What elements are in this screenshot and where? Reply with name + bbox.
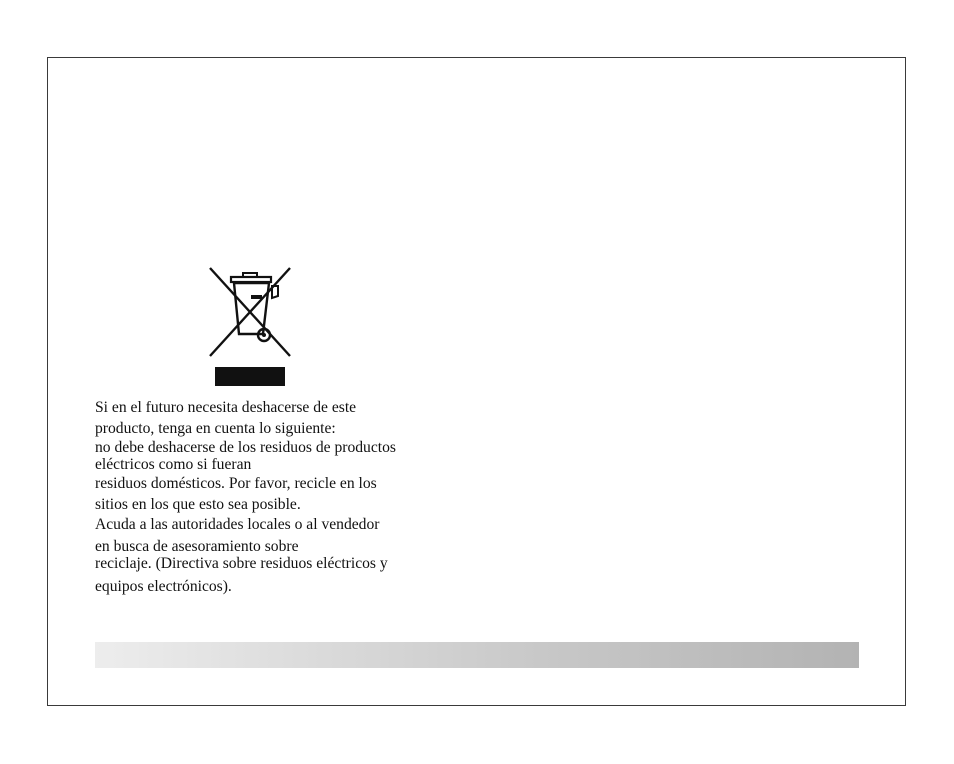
disposal-notice [95, 400, 475, 595]
notice-line: producto, tenga en cuenta lo siguiente: [95, 420, 336, 437]
notice-line: sitios en los que esto sea posible. [95, 496, 301, 513]
footer-gradient-bar [95, 642, 859, 668]
notice-line: residuos domésticos. Por favor, recicle en los [95, 475, 377, 492]
notice-line: equipos electrónicos). [95, 578, 232, 595]
crossed-out-wheelie-bin-icon [206, 264, 294, 388]
notice-line: eléctricos como si fueran [95, 456, 252, 473]
notice-line: no debe deshacerse de los residuos de productos [95, 439, 396, 456]
notice-line: reciclaje. (Directiva sobre residuos eléctricos y [95, 555, 388, 572]
notice-line: Si en el futuro necesita deshacerse de este [95, 399, 357, 416]
notice-line: en busca de asesoramiento sobre [95, 538, 299, 555]
notice-line: Acuda a las autoridades locales o al vendedor [95, 516, 380, 533]
page-frame [47, 57, 906, 706]
